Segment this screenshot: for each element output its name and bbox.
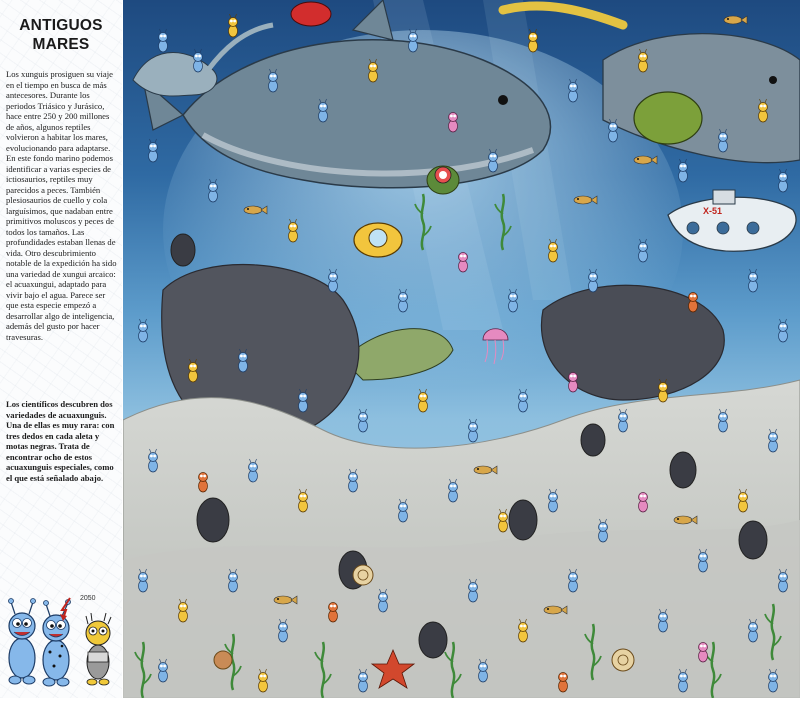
title-line-1: ANTIGUOS — [19, 17, 103, 34]
acuaxungui-example-left — [9, 599, 36, 685]
scientist-xungui — [86, 613, 111, 685]
yellow-submersible-icon — [354, 223, 402, 257]
page-title — [0, 16, 122, 54]
acuaxungui-example-spotted — [43, 600, 71, 687]
instruction-paragraph: Los científicos descubren dos variedades de acuaxunguis. Una de ellas es muy rara: con tres dedos en cada aleta y motas negras. Trata de encontrar ocho de estos acuaxunguis especiales, como el que está señalado abajo. — [6, 399, 115, 483]
red-diver-icon — [291, 2, 331, 26]
submarine-label: X-51 — [703, 206, 723, 216]
example-badge-label: 2050 — [80, 595, 96, 602]
text-column — [0, 0, 122, 698]
underwater-scene — [123, 0, 800, 698]
title-line-2: MARES — [32, 36, 90, 53]
sea-turtle-icon — [634, 92, 702, 144]
example-characters — [0, 586, 122, 696]
example-acuaxunguis-icon — [0, 586, 122, 696]
body-paragraph: Los xunguis prosiguen su viaje en el tiempo en busca de más antecesores. Durante los periodos Triásico y Jurásico, hace entre 250 y 200 millones de años, algunos reptiles volvieron a habitar los mares, evolucionando para adaptarse. En este fondo marino podemos identificar a varias especies de ictiosaurios, reptiles muy parecidos a peces. También plesiosaurios de cuello y cola larguísimos, que nadaban entre primitivos moluscos y peces de todos los tamaños. Las profundidades estaban llenas de vida. Otro descubrimiento notable de la expedición ha sido una variedad de xungui arcaico: el acuaxungui, adaptado para vivir bajo el agua. Parece ser que esta especie empezó a desarrollar algo de inteligencia, además del gusto por hacer travesuras. — [6, 69, 117, 342]
puzzle-illustration — [123, 0, 800, 698]
